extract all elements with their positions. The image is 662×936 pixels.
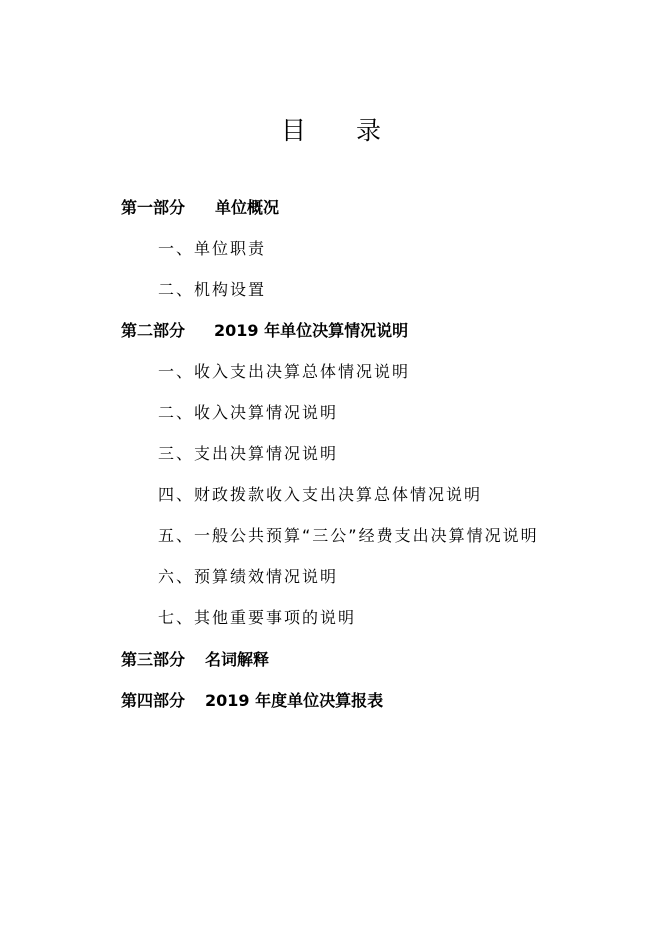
part-number: 第二部分 — [121, 321, 186, 340]
title-char-right: 录 — [356, 116, 382, 145]
toc-item: 二、机构设置 — [158, 280, 267, 299]
toc-item: 四、财政拨款收入支出决算总体情况说明 — [158, 485, 483, 504]
part-number: 第三部分 — [121, 650, 186, 669]
title-char-left: 目 — [280, 116, 306, 145]
part-title: 2019 年度单位决算报表 — [205, 691, 384, 710]
part-title: 2019 年单位决算情况说明 — [214, 321, 409, 340]
toc-item: 一、单位职责 — [158, 239, 267, 258]
part-number: 第四部分 — [121, 691, 186, 710]
toc-item: 一、收入支出决算总体情况说明 — [158, 362, 411, 381]
toc-part-2 — [121, 320, 408, 342]
toc-item: 六、预算绩效情况说明 — [158, 567, 339, 586]
toc-part-3 — [121, 649, 269, 671]
part-title: 名词解释 — [205, 650, 270, 669]
toc-part-1 — [121, 197, 279, 219]
part-number: 第一部分 — [121, 198, 186, 217]
toc-item: 七、其他重要事项的说明 — [158, 608, 357, 627]
toc-item: 五、一般公共预算“三公”经费支出决算情况说明 — [158, 526, 539, 545]
page-title — [0, 114, 662, 148]
part-title: 单位概况 — [215, 198, 280, 217]
toc-part-4 — [121, 690, 383, 712]
toc-item: 三、支出决算情况说明 — [158, 444, 339, 463]
toc-item: 二、收入决算情况说明 — [158, 403, 339, 422]
